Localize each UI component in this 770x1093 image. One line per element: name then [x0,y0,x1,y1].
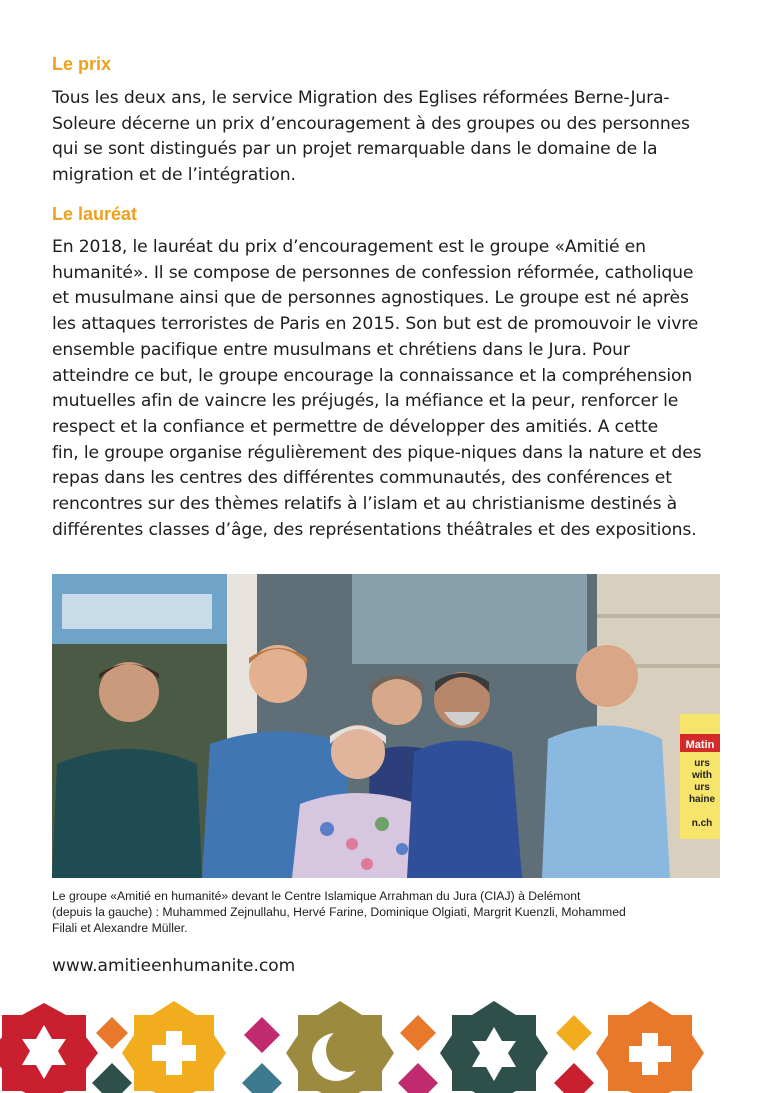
text-line: et musulmane ainsi que de personnes agnostiques. Le groupe est né après [52,288,689,309]
red-star-icon [0,1003,98,1093]
yellow-diamond-icon [556,1015,592,1051]
orange-diamond-icon [96,1017,128,1049]
text-line: atteindre ce but, le groupe encourage la connaissance et la compréhension [52,365,693,386]
magenta-diamond-icon [398,1063,438,1093]
text-line: Soleure décerne un prix d’encouragement à des groupes ou des personnes [52,113,690,134]
text-line: mutuelles afin de vaincre les préjugés, la méfiance et la peur, renforcer le [52,391,679,412]
website-link[interactable]: www.amitieenhumanite.com [52,956,296,976]
sign-text: Matin [685,739,715,751]
group-photo [52,574,720,878]
section-text-prix [52,86,722,189]
group-photo-illustration [52,574,720,878]
teal-star-icon [440,1001,548,1093]
teal-diamond-icon [92,1063,132,1093]
photo-caption [52,888,732,936]
text-line: les attaques terroristes de Paris en 2015. Son but est de promouvoir le vivre [52,314,699,335]
text-line: différentes classes d’âge, des représentations théâtrales et des expositions. [52,519,697,540]
geometric-pattern [0,995,770,1093]
caption-line: (depuis la gauche) : Muhammed Zejnullahu, Hervé Farine, Dominique Olgiati, Margrit Kuenzli, Mohammed [52,905,626,919]
text-line: En 2018, le lauréat du prix d’encouragement est le groupe «Amitié en [52,237,646,257]
caption-line: Le groupe «Amitié en humanité» devant le Centre Islamique Arrahman du Jura (CIAJ) à Delémont [52,889,581,903]
caption-line: Filali et Alexandre Müller. [52,921,188,935]
text-line: qui se sont distingués par un projet remarquable dans le domaine de la [52,139,658,160]
olive-crescent-icon [286,1001,394,1093]
magenta-diamond-icon [244,1017,280,1053]
orange-cross-icon [596,1001,704,1093]
sign-text: with [692,770,712,781]
yellow-cross-icon [122,1001,226,1093]
sign-text: haine [688,794,716,805]
red-diamond-icon [554,1063,594,1093]
text-line: humanité». Il se compose de personnes de confession réformée, catholique [52,262,694,283]
text-line: migration et de l’intégration. [52,165,296,186]
decorative-pattern-band [0,995,770,1093]
text-line: rencontres sur des thèmes relatifs à l’islam et au christianisme destinés à [52,494,678,515]
section-heading-laureat: Le lauréat [52,204,138,224]
text-line: Tous les deux ans, le service Migration des Eglises réformées Berne-Jura- [52,88,670,108]
sign-text: urs [694,782,710,793]
text-line: repas dans les centres des différentes communautés, des conférences et [52,468,672,489]
text-line: respect et la confiance et permettre de développer des amitiés. A cette [52,416,659,437]
sign-text: n.ch [691,818,713,829]
section-heading-prix: Le prix [52,54,112,74]
orange-diamond-icon [400,1015,436,1051]
text-line: fin, le groupe organise régulièrement des pique-niques dans la nature et des [52,442,702,463]
text-line: ensemble pacifique entre musulmans et chrétiens dans le Jura. Pour [52,339,630,360]
section-text-laureat [52,235,722,543]
sign-text: urs [694,758,710,769]
blue-diamond-icon [242,1063,282,1093]
